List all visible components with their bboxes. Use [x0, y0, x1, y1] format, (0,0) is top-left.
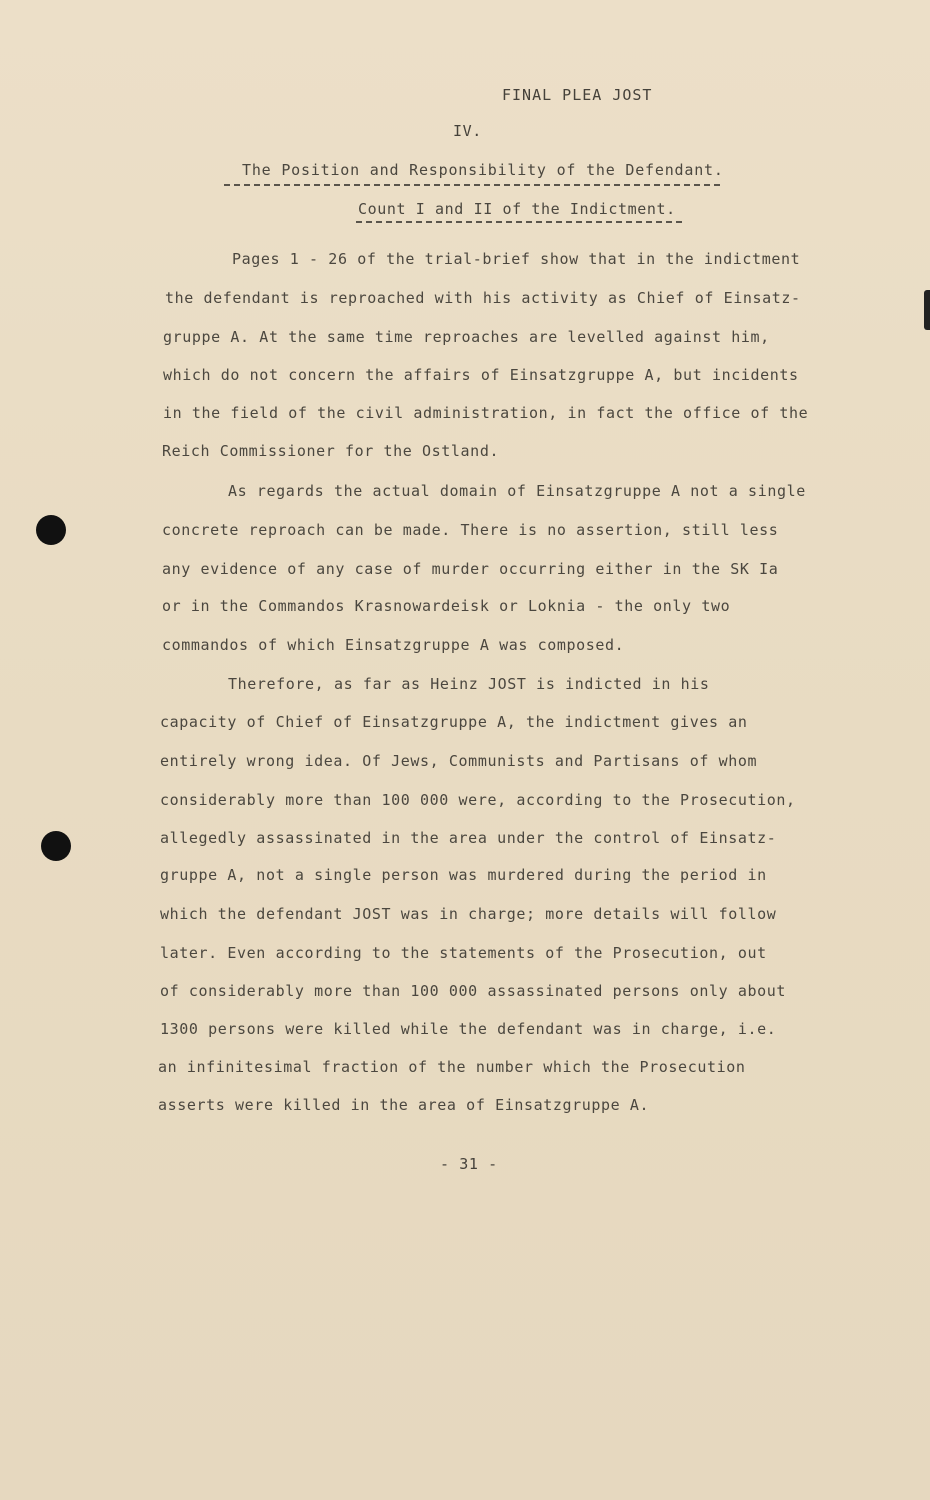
- section-title: The Position and Responsibility of the Defendant.: [242, 161, 724, 179]
- body-line: Reich Commissioner for the Ostland.: [162, 442, 500, 460]
- body-line: considerably more than 100 000 were, according to the Prosecution,: [160, 791, 796, 809]
- document-header: FINAL PLEA JOST: [502, 86, 653, 104]
- punch-hole-bottom: [41, 831, 71, 861]
- page-number: - 31 -: [440, 1155, 498, 1173]
- page-edge-mark: [924, 290, 930, 330]
- body-line: of considerably more than 100 000 assassinated persons only about: [160, 982, 786, 1000]
- body-line: which do not concern the affairs of Einsatzgruppe A, but incidents: [163, 366, 799, 384]
- body-line: Pages 1 - 26 of the trial-brief show that in the indictment: [232, 250, 801, 268]
- body-line: gruppe A, not a single person was murdered during the period in: [160, 866, 767, 884]
- body-line: 1300 persons were killed while the defendant was in charge, i.e.: [160, 1020, 777, 1038]
- body-line: or in the Commandos Krasnowardeisk or Loknia - the only two: [162, 597, 731, 615]
- body-line: Therefore, as far as Heinz JOST is indicted in his: [228, 675, 710, 693]
- body-line: gruppe A. At the same time reproaches are levelled against him,: [163, 328, 770, 346]
- body-line: which the defendant JOST was in charge; more details will follow: [160, 905, 777, 923]
- body-line: commandos of which Einsatzgruppe A was composed.: [162, 636, 625, 654]
- body-line: allegedly assassinated in the area under the control of Einsatz-: [160, 829, 777, 847]
- body-line: an infinitesimal fraction of the number which the Prosecution: [158, 1058, 746, 1076]
- body-line: concrete reproach can be made. There is no assertion, still less: [162, 521, 779, 539]
- body-line: entirely wrong idea. Of Jews, Communists and Partisans of whom: [160, 752, 758, 770]
- section-number: IV.: [453, 122, 482, 140]
- punch-hole-top: [36, 515, 66, 545]
- subtitle-underline: [356, 221, 682, 223]
- body-line: the defendant is reproached with his activity as Chief of Einsatz-: [165, 289, 801, 307]
- title-underline: [224, 184, 720, 186]
- body-line: any evidence of any case of murder occurring either in the SK Ia: [162, 560, 779, 578]
- body-line: As regards the actual domain of Einsatzgruppe A not a single: [228, 482, 806, 500]
- body-line: capacity of Chief of Einsatzgruppe A, the indictment gives an: [160, 713, 748, 731]
- section-subtitle: Count I and II of the Indictment.: [358, 200, 676, 218]
- body-line: asserts were killed in the area of Einsatzgruppe A.: [158, 1096, 650, 1114]
- body-line: later. Even according to the statements of the Prosecution, out: [160, 944, 767, 962]
- body-line: in the field of the civil administration, in fact the office of the: [163, 404, 809, 422]
